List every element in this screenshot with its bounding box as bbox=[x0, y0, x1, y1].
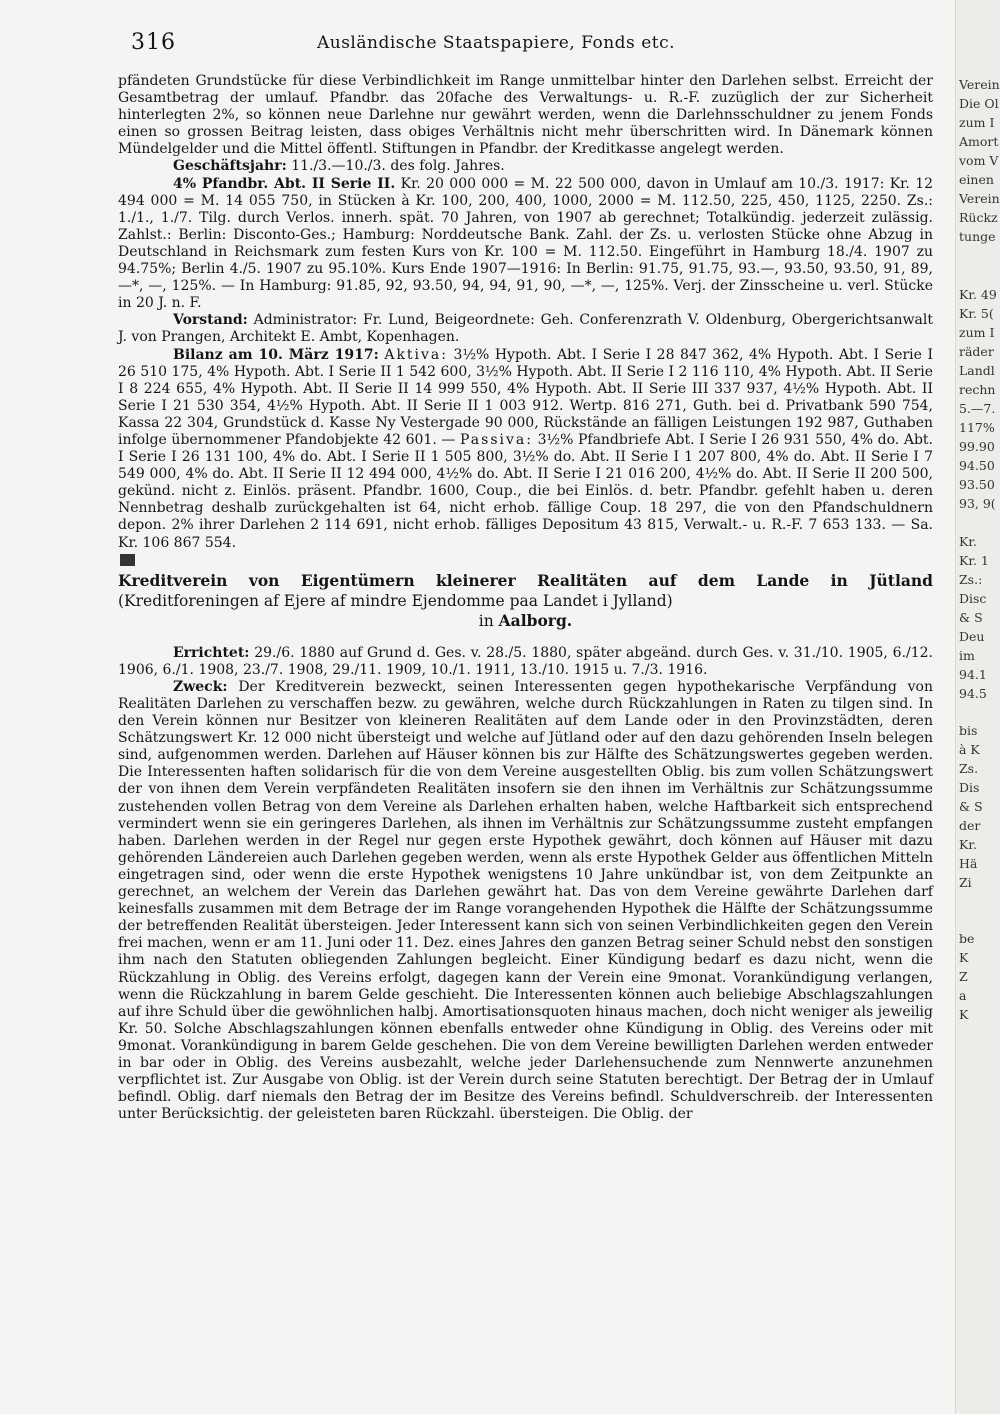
liabilities-label: Passiva: bbox=[460, 431, 533, 448]
adjacent-page-line: zum I bbox=[959, 115, 995, 130]
adjacent-page-line: Kr. 5( bbox=[959, 306, 994, 321]
spacer bbox=[118, 631, 933, 645]
adjacent-page-line: Deu bbox=[959, 629, 985, 644]
adjacent-page-line: 117% bbox=[959, 420, 995, 435]
balance-liabilities-text: 3½% Pfandbriefe Abt. I Serie I 26 931 550, 4% do. Abt. I Serie I 26 131 100, 4% do. Abt. I Serie II 1 505 800, 3½% do. Abt. II Serie I 1 207 800, 4% do. Abt. II Serie I 7 549 000, 4% do. Abt. II Serie II 12 494 000, 4½% do. Abt. II Serie I 21 016 200, 4½% do. Abt. II Serie II 200 500, gekünd. nicht z. Einlös. präsent. Pfandbr. 1600, Coup., die bei Einlös. d. betr. Pfandbr. gefehlt haben u. deren Nennbetrag deshalb zurückgehalten ist 64, nicht erhob. fällige Coup. 18 297, die von den Pfandschuldnern depon. 2% ihrer Darlehen 2 114 691, nicht erhob. fälliges Depositum 43 815, Verwalt.- u. R.-F. 7 653 133. — Sa. Kr. 106 867 554. bbox=[118, 431, 934, 551]
adjacent-page-line: Kr. 1 bbox=[959, 553, 989, 568]
purpose-label: Zweck: bbox=[173, 678, 228, 695]
board-paragraph bbox=[118, 312, 933, 346]
adjacent-page-line: räder bbox=[959, 344, 994, 359]
board-text: Administrator: Fr. Lund, Beigeordnete: Geh. Conferenzrath V. Oldenburg, Obergerichtsanwalt J. von Prangen, Architekt E. Ambt, Kopenhagen. bbox=[118, 312, 933, 346]
adjacent-page-line: vom V bbox=[959, 153, 999, 168]
adjacent-page-line: im bbox=[959, 648, 975, 663]
balance-assets-text: 3½% Hypoth. Abt. I Serie I 28 847 362, 4% Hypoth. Abt. I Serie I 26 510 175, 4% Hypoth. Abt. I Serie II 1 542 600, 3½% Hypoth. Abt. II Serie I 2 116 110, 4% Hypoth. Abt. II Serie I 8 224 655, 4% Hypoth. Abt. II Serie II 14 999 550, 4% Hypoth. Abt. II Serie III 337 937, 4½% Hypoth. Abt. II Serie I 21 530 354, 4½% Hypoth. Abt. II Serie II 1 003 912. Wertp. 816 271, Guth. bei d. Privatbank 590 754, Kassa 22 304, Grundstück d. Kasse Ny Vestergade 90 000, Rückstände an fälligen Leistungen 192 987, Guthaben infolge übernommener Pfandobjekte 42 601. — bbox=[118, 346, 934, 448]
adjacent-page-line: tunge bbox=[959, 229, 996, 244]
adjacent-page-line: bis bbox=[959, 723, 978, 738]
adjacent-page-line: der bbox=[959, 818, 981, 833]
adjacent-page-line: 94.50 bbox=[959, 458, 995, 473]
adjacent-page-line: & S bbox=[959, 799, 983, 814]
adjacent-page-line: K bbox=[959, 1007, 969, 1022]
adjacent-page-line: Hä bbox=[959, 856, 978, 871]
adjacent-page-line: Rückz bbox=[959, 210, 998, 225]
bond-paragraph bbox=[118, 176, 933, 313]
adjacent-page-line: 5.—7. bbox=[959, 401, 996, 416]
balance-label: Bilanz am 10. März 1917: bbox=[173, 346, 379, 363]
bond-text: Kr. 20 000 000 = M. 22 500 000, davon in Umlauf am 10./3. 1917: Kr. 12 494 000 = M. 14 055 750, in Stücken à Kr. 100, 200, 400, 1000, 2000 = M. 112.50, 225, 450, 1125, 2250. Zs.: 1./1., 1./7. Tilg. durch Verlos. innerh. spät. 70 Jahren, von 1907 ab gerechnet; Totalkündig. jederzeit zulässig. Zahlst.: Berlin: Disconto-Ges.; Hamburg: Norddeutsche Bank. Zahl. der Zs. u. verlosten Stücke ohne Abzug in Deutschland in Reichsmark zum festen Kurs von Kr. 100 = M. 112.50. Eingeführt in Hamburg 18./4. 1907 zu 94.75%; Berlin 4./5. 1907 zu 95.10%. Kurs Ende 1907—1916: In Berlin: 91.75, 91.75, 93.—, 93.50, 93.50, 91, 89, —*, —, 125%. — In Hamburg: 91.85, 92, 93.50, 94, 94, 91, 90, —*, —, 125%. Verj. der Zinsscheine u. verl. Stücke in 20 J. n. F. bbox=[118, 175, 934, 312]
printer-mark-icon bbox=[120, 554, 135, 566]
fiscal-year-paragraph bbox=[118, 158, 933, 175]
page-number: 316 bbox=[131, 30, 176, 55]
section-title-danish: (Kreditforeningen af Ejere af mindre Ejendomme paa Landet i Jylland) bbox=[118, 591, 673, 610]
balance-paragraph bbox=[118, 347, 933, 552]
adjacent-page-line: einen bbox=[959, 172, 994, 187]
adjacent-page-line: Zs. bbox=[959, 761, 979, 776]
founded-paragraph bbox=[118, 645, 933, 679]
purpose-paragraph bbox=[118, 679, 933, 1123]
board-label: Vorstand: bbox=[173, 312, 248, 329]
adjacent-page-line: K bbox=[959, 950, 969, 965]
adjacent-page-line: Disc bbox=[959, 591, 987, 606]
fiscal-year-label: Geschäftsjahr: bbox=[173, 158, 287, 175]
section-title-city-line bbox=[118, 611, 933, 631]
adjacent-page-line: Z bbox=[959, 969, 968, 984]
adjacent-page-line: à K bbox=[959, 742, 980, 757]
section-title bbox=[118, 571, 933, 611]
page-body bbox=[118, 73, 933, 1123]
adjacent-page-line: Kr. 49 bbox=[959, 287, 997, 302]
adjacent-page-line: & S bbox=[959, 610, 983, 625]
assets-label: Aktiva: bbox=[384, 346, 448, 363]
adjacent-page-line: rechn bbox=[959, 382, 996, 397]
running-title: Ausländische Staatspapiere, Fonds etc. bbox=[316, 33, 676, 53]
adjacent-page-line: Dis bbox=[959, 780, 980, 795]
adjacent-page-line: 94.1 bbox=[959, 667, 987, 682]
adjacent-page-line: 93.50 bbox=[959, 477, 995, 492]
adjacent-page-line: Amort bbox=[959, 134, 999, 149]
adjacent-page-line: Die Ol bbox=[959, 96, 999, 111]
adjacent-page-line: Zs.: bbox=[959, 572, 983, 587]
adjacent-page-line: Landl bbox=[959, 363, 995, 378]
adjacent-page-line: be bbox=[959, 931, 975, 946]
adjacent-page-line: Kr. bbox=[959, 837, 977, 852]
adjacent-page-line: Kr. bbox=[959, 534, 977, 549]
adjacent-page-line: Verein bbox=[959, 77, 1000, 92]
purpose-text: Der Kreditverein bezweckt, seinen Interessenten gegen hypothekarische Verpfändung von Realitäten Darlehen zu verschaffen bezw. zu gewähren, welche durch Rückzahlungen in Raten zu tilgen sind. In den Verein können nur Besitzer von kleineren Realitäten auf dem Lande oder in den Provinzstädten, deren Schätzungswert Kr. 12 000 nicht übersteigt und welche auf Jütland oder auf den dazu gehörenden Inseln belegen sind, aufgenommen werden. Darlehen auf Häuser können bis zur Hälfte des Schätzungswertes gegeben werden. Die Interessenten haften solidarisch für die von dem Vereine ausgestellten Oblig. bis zum vollen Schätzungswert der von ihnen dem Verein verpfändeten Realitäten insofern sie den ihnen im Verhältnis zur Schätzungssumme zustehenden vollen Betrag von dem Vereine als Darlehen erhalten haben, welche Haftbarkeit sich entsprechend vermindert wenn sie ein geringeres Darlehen, als ihnen im Verhältnis zur Schätzungssumme zusteht empfangen haben. Darlehen werden in der Regel nur gegen erste Hypothek gewährt, doch können auf Häuser mit dazu gehörenden Ländereien auch Darlehen gegeben werden, wenn als erste Hypothek Gelder aus öffentlichen Mitteln eingetragen sind, oder wenn die erste Hypothek wenigstens 10 Jahre unkündbar ist, von dem Zeitpunkte an gerechnet, an welchem der Verein das Darlehen gewährt hat. Das von dem Vereine gewährte Darlehen darf keinesfalls zusammen mit dem Betrage der im Range vorangehenden Hypothek die Hälfte der Schätzungssumme der betreffenden Realität übersteigen. Jeder Interessent kann sich von seinen Verbindlichkeiten gegen den Verein frei machen, wenn er am 11. Juni oder 11. Dez. eines Jahres den ganzen Betrag seiner Schuld nebst den sonstigen ihm nach den Statuten obliegenden Zahlungen begleicht. Einer Kündigung bedarf es dazu nicht, wenn die Rückzahlung in Oblig. des Vereins erfolgt, dagegen kann der Verein eine 9monat. Vorankündigung verlangen, wenn die Rückzahlung in barem Gelde geschieht. Die Interessenten können auch beliebige Abschlagszahlungen auf ihre Schuld über die gewöhnlichen halbj. Amortisationsquoten hinaus machen, doch nicht weniger als jeweilig Kr. 50. Solche Abschlagszahlungen können ebenfalls entweder ohne Kündigung in Oblig. des Vereins oder mit 9monat. Vorankündigung in barem Gelde geschehen. Die von dem Vereine bewilligten Darlehen werden entweder in bar oder in Oblig. des Vereins ausbezahlt, welche jeder Darlehensuchende zum Nennwerte anzunehmen verpflichtet ist. Zur Ausgabe von Oblig. ist der Verein durch seine Statuten berechtigt. Der Betrag der in Umlauf befindl. Oblig. darf niemals den Betrag der im Besitze des Vereins befindl. Schuldverschreib. der Interessenten unter Berücksichtig. der geleisteten baren Rückzahl. übersteigen. Die Oblig. der bbox=[118, 678, 933, 1123]
adjacent-page-line: a bbox=[959, 988, 967, 1003]
adjacent-page-line: Verein bbox=[959, 191, 1000, 206]
adjacent-page-line: 93, 9( bbox=[959, 496, 996, 511]
adjacent-page-line: zum I bbox=[959, 325, 995, 340]
intro-paragraph: pfändeten Grundstücke für diese Verbindlichkeit im Range unmittelbar hinter den Darlehen selbst. Erreicht der Gesamtbetrag der umlauf. Pfandbr. das 20fache des Verwaltungs- u. R.-F. zuzüglich der zur Sicherheit hinterlegten 2%, so können neue Darlehne nur gewährt werden, wenn die Darlehnsschuldner zu jenem Fonds einen so grossen Beitrag leisten, dass obiges Verhältnis nicht mehr überschritten wird. In Dänemark können Mündelgelder und die Mittel öffentl. Stiftungen in Pfandbr. der Kreditkasse angelegt werden. bbox=[118, 73, 933, 158]
founded-label: Errichtet: bbox=[173, 644, 250, 661]
adjacent-page-line: Zi bbox=[959, 875, 972, 890]
adjacent-page-line: 99.90 bbox=[959, 439, 995, 454]
adjacent-page-line: 94.5 bbox=[959, 686, 987, 701]
section-title-city: Aalborg. bbox=[498, 610, 573, 630]
adjacent-page-strip bbox=[955, 0, 1000, 1414]
section-title-in: in bbox=[478, 611, 499, 630]
section-title-bold: Kreditverein von Eigentümern kleinerer Realitäten auf dem Lande in Jütland bbox=[118, 570, 933, 590]
founded-text: 29./6. 1880 auf Grund d. Ges. v. 28./5. 1880, später abgeänd. durch Ges. v. 31./10. 1905, 6./12. 1906, 6./1. 1908, 23./7. 1908, 29./11. 1909, 10./1. 1911, 13./10. 1915 u. 7./3. 1916. bbox=[118, 644, 933, 678]
page-header bbox=[131, 30, 911, 60]
fiscal-year-text: 11./3.—10./3. des folg. Jahres. bbox=[286, 158, 505, 175]
bond-label: 4% Pfandbr. Abt. II Serie II. bbox=[173, 175, 396, 192]
